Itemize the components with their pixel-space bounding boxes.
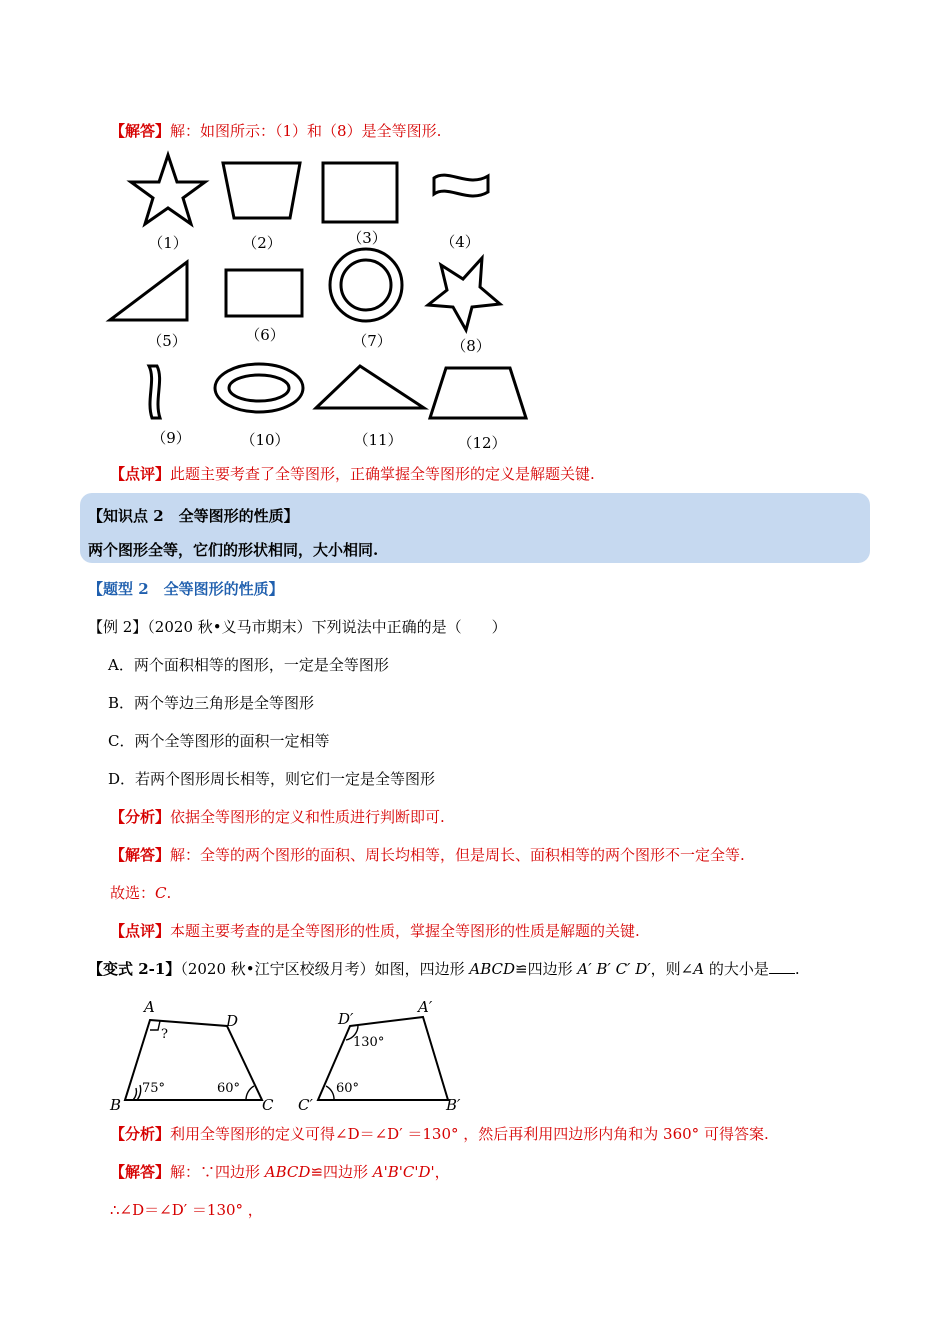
ex1-comment-line	[110, 464, 595, 484]
answer-tag: 【解答】	[110, 1163, 171, 1181]
shape-label-6: （6）	[245, 326, 285, 344]
label-c: C	[262, 1096, 274, 1113]
knowledge-point-box	[80, 493, 870, 563]
shape-6-rectangle	[226, 270, 302, 316]
analysis-text: 依据全等图形的定义和性质进行判断即可.	[170, 808, 445, 826]
shape-label-3: （3）	[347, 229, 387, 247]
ex2-stem: 【例 2】（2020 秋•义马市期末）下列说法中正确的是（ ）	[88, 618, 507, 636]
var21-end: .	[794, 960, 800, 978]
label-angle-b: 75°	[142, 1081, 166, 1096]
type-heading: 【题型 2 全等图形的性质】	[88, 580, 284, 598]
answer-prime: A'B'C'D'	[372, 1163, 435, 1181]
comment-tag: 【点评】	[110, 922, 171, 940]
analysis-tag: 【分析】	[110, 808, 171, 826]
shape-10-ellipse-inner	[229, 375, 289, 401]
var21-step-line: ∴∠D＝∠D′ ＝130° ，	[110, 1201, 263, 1219]
shape-3-square	[323, 163, 397, 222]
answer-text-2: ≌四边形	[310, 1163, 373, 1181]
var21-abcd: ABCD	[469, 960, 516, 978]
shape-label-5: （5）	[147, 332, 187, 350]
ex2-analysis-line	[110, 807, 445, 827]
shape-5-triangle	[110, 262, 187, 320]
var21-stem	[88, 959, 800, 979]
answer-text-1: 解：∵四边形	[170, 1163, 265, 1181]
label-c-prime: C′	[298, 1096, 313, 1113]
shape-12-trapezoid	[430, 368, 526, 418]
ex2-option-d: D．若两个图形周长相等，则它们一定是全等图形	[108, 770, 436, 788]
comment-text: 本题主要考查的是全等图形的性质，掌握全等图形的性质是解题的关键.	[170, 922, 640, 940]
shape-7-ring-inner	[341, 260, 391, 310]
label-angle-c: 60°	[217, 1081, 241, 1096]
ex2-answer-line	[110, 845, 745, 865]
comment-tag: 【点评】	[110, 465, 171, 483]
answer-text-3: ，	[434, 1163, 450, 1181]
ex2-option-c: C．两个全等图形的面积一定相等	[108, 732, 330, 750]
comment-text: 此题主要考查了全等图形，正确掌握全等图形的定义是解题关键.	[170, 465, 595, 483]
ex2-option-a: A．两个面积相等的图形，一定是全等图形	[108, 656, 389, 674]
var21-analysis-line	[110, 1124, 769, 1144]
shapes-figure	[100, 145, 540, 460]
shape-1-star	[131, 155, 205, 224]
arc-c	[246, 1086, 254, 1100]
shape-label-1: （1）	[148, 234, 188, 252]
answer-tag: 【解答】	[110, 846, 171, 864]
answer-text: 解：如图所示：（1）和（8）是全等图形.	[170, 122, 442, 140]
var21-tail: ，则∠	[650, 960, 694, 978]
arc-b	[133, 1088, 136, 1100]
shape-label-7: （7）	[352, 332, 392, 350]
var21-angle-a: A	[693, 960, 705, 978]
shape-8-star	[428, 258, 500, 330]
arc-a	[150, 1021, 160, 1030]
answer-blank	[769, 959, 795, 974]
label-question: ?	[161, 1027, 168, 1042]
choice-letter: C	[155, 884, 167, 902]
shape-label-10: （10）	[240, 431, 290, 449]
var21-tag: 【变式 2-1】	[88, 960, 181, 978]
label-b-prime: B′	[446, 1096, 461, 1113]
ex2-choice-line	[110, 883, 171, 903]
choice-suffix: .	[166, 884, 172, 902]
ex2-option-b: B．两个等边三角形是全等图形	[108, 694, 315, 712]
ex1-answer-line	[110, 121, 441, 141]
label-b: B	[110, 1096, 122, 1113]
var21-tail2: 的大小是	[704, 960, 769, 978]
shape-label-12: （12）	[457, 434, 507, 452]
var21-answer-line	[110, 1162, 450, 1182]
arc-c-prime	[326, 1086, 334, 1100]
answer-text: 解：全等的两个图形的面积、周长均相等，但是周长、面积相等的两个图形不一定全等.	[170, 846, 745, 864]
label-a: A	[144, 998, 155, 1016]
shape-label-9: （9）	[151, 429, 191, 447]
label-d-prime: D′	[338, 1010, 354, 1028]
knowledge-point-body: 两个图形全等，它们的形状相同，大小相同.	[88, 541, 379, 559]
var21-prime: A′ B′ C′ D′	[577, 960, 651, 978]
analysis-tag: 【分析】	[110, 1125, 171, 1143]
var21-source: （2020 秋•江宁区校级月考）如图，四边形	[180, 960, 470, 978]
answer-abcd: ABCD	[264, 1163, 311, 1181]
shape-4-wave	[434, 175, 488, 196]
shape-label-2: （2）	[242, 234, 282, 252]
var21-cong: ≌四边形	[515, 960, 578, 978]
label-d: D	[226, 1012, 239, 1030]
shape-label-4: （4）	[440, 233, 480, 251]
label-a-prime: A′	[418, 998, 433, 1016]
shape-label-8: （8）	[451, 337, 491, 355]
ex2-comment-line	[110, 921, 640, 941]
arc-b-2	[137, 1085, 141, 1100]
knowledge-point-title: 【知识点 2 全等图形的性质】	[88, 507, 299, 525]
quadrilateral-figures	[105, 988, 475, 1113]
label-angle-c-prime: 60°	[336, 1081, 360, 1096]
choice-prefix: 故选：	[110, 884, 156, 902]
shape-2-trapezoid	[223, 163, 300, 218]
shape-9-wave	[149, 366, 160, 418]
analysis-text: 利用全等图形的定义可得∠D＝∠D′ ＝130° ，然后再利用四边形内角和为 360° 可得答案.	[170, 1125, 769, 1143]
shape-label-11: （11）	[353, 431, 403, 449]
answer-tag: 【解答】	[110, 122, 171, 140]
label-angle-d-prime: 130°	[353, 1035, 385, 1050]
shape-11-triangle	[316, 366, 424, 408]
